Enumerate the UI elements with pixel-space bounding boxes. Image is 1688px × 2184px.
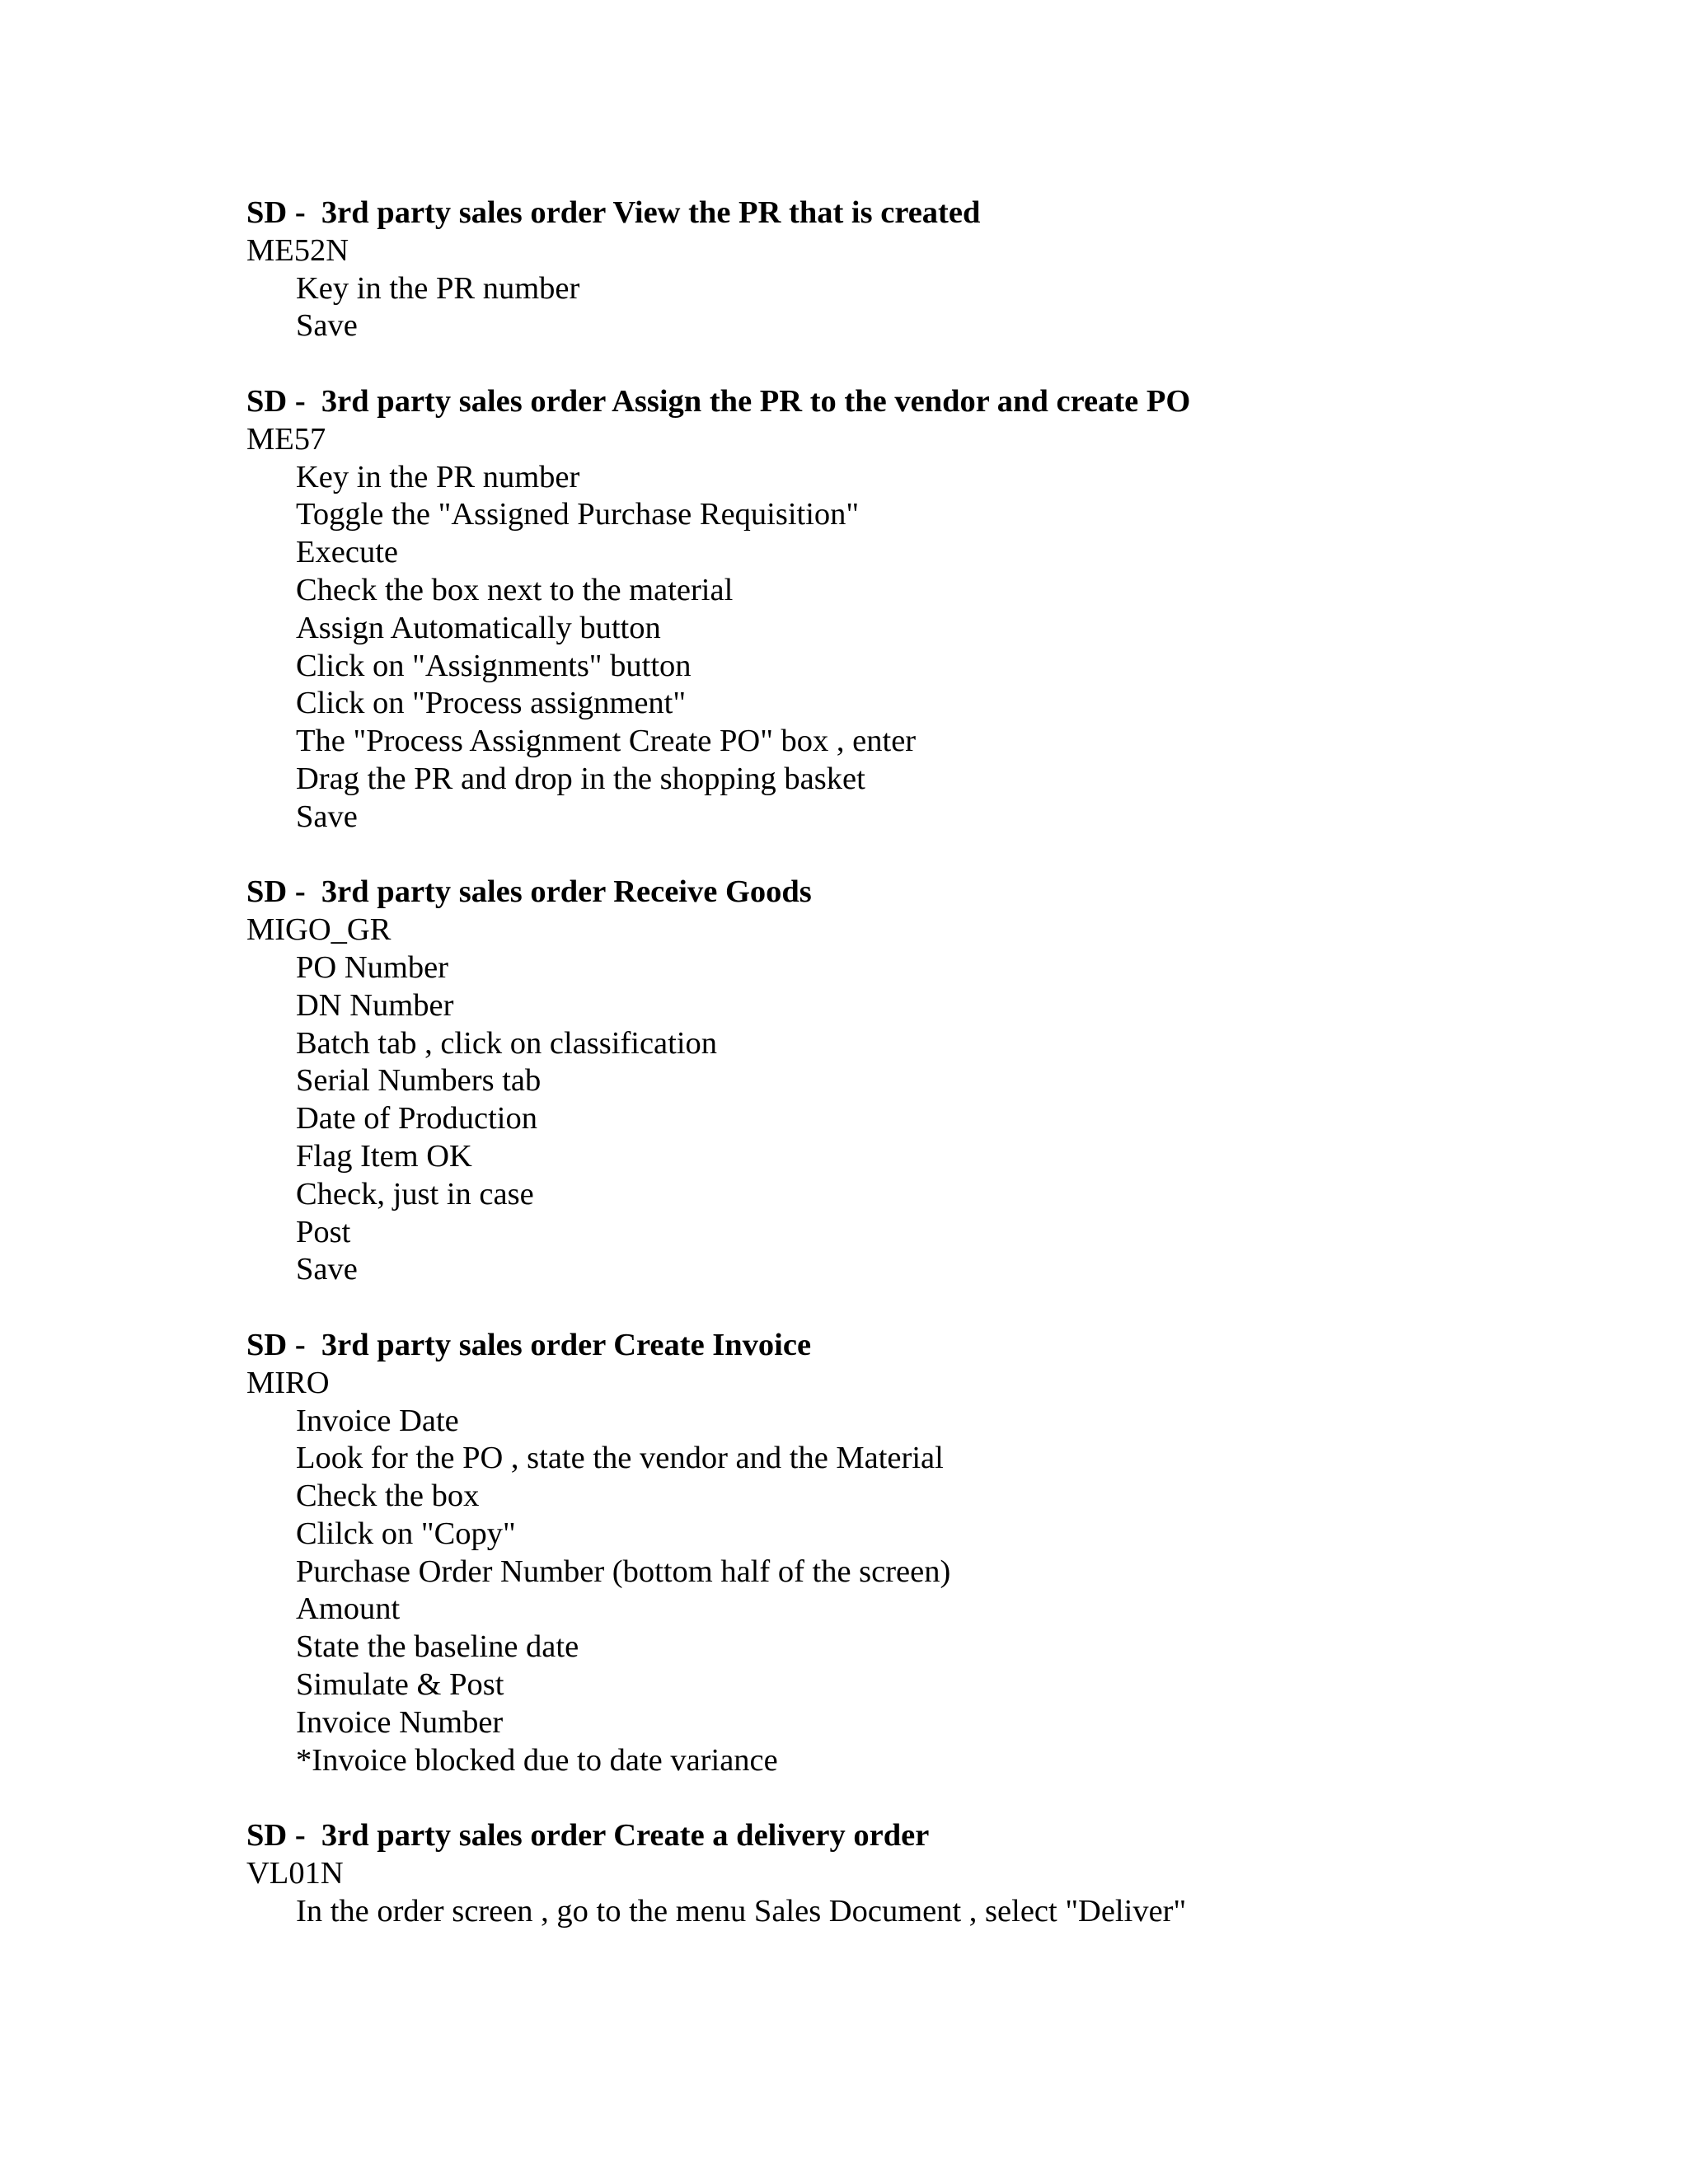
step-item: Clilck on "Copy" — [296, 1516, 516, 1551]
step-item: DN Number — [296, 987, 454, 1023]
step-item: Key in the PR number — [296, 270, 580, 306]
section-spacer — [246, 345, 1606, 383]
step-item: In the order screen , go to the menu Sales Document , select "Deliver" — [296, 1893, 1187, 1929]
step-item: Check the box — [296, 1479, 480, 1514]
step-item: Invoice Number — [296, 1704, 504, 1740]
step-item: PO Number — [296, 949, 448, 985]
step-item: *Invoice blocked due to date variance — [296, 1742, 778, 1778]
section-heading: SD - 3rd party sales order Create a delivery order — [246, 1818, 930, 1854]
step-item: The "Process Assignment Create PO" box , enter — [296, 724, 917, 759]
transaction-code: ME52N — [246, 232, 349, 268]
step-item: Drag the PR and drop in the shopping basket — [296, 761, 865, 796]
step-item: Flag Item OK — [296, 1138, 472, 1174]
step-item: Execute — [296, 535, 398, 570]
step-item: Click on "Process assignment" — [296, 686, 687, 721]
step-item: Click on "Assignments" button — [296, 648, 692, 683]
section-create-delivery — [246, 1817, 1606, 1930]
step-item: Batch tab , click on classification — [296, 1025, 718, 1061]
step-item: Simulate & Post — [296, 1667, 504, 1703]
step-item: Toggle the "Assigned Purchase Requisition" — [296, 497, 860, 532]
section-receive-goods — [246, 874, 1606, 1289]
step-item: Purchase Order Number (bottom half of the screen) — [296, 1554, 951, 1589]
step-item: Amount — [296, 1591, 401, 1627]
step-item: State the baseline date — [296, 1629, 579, 1665]
step-item: Save — [296, 308, 358, 344]
step-item: Invoice Date — [296, 1403, 459, 1438]
step-item: Save — [296, 1252, 358, 1287]
section-spacer — [246, 1289, 1606, 1327]
step-item: Assign Automatically button — [296, 610, 661, 645]
section-view-pr — [246, 194, 1606, 345]
section-heading: SD - 3rd party sales order Receive Goods — [246, 874, 812, 910]
step-item: Check, just in case — [296, 1176, 534, 1212]
step-item: Save — [296, 799, 358, 834]
transaction-code: MIGO_GR — [246, 912, 392, 948]
step-item: Check the box next to the material — [296, 572, 734, 607]
step-item: Post — [296, 1214, 351, 1249]
section-heading: SD - 3rd party sales order Create Invoice — [246, 1327, 812, 1362]
transaction-code: VL01N — [246, 1856, 344, 1891]
step-item: Key in the PR number — [296, 459, 580, 494]
section-heading: SD - 3rd party sales order View the PR that is created — [246, 195, 981, 230]
section-spacer — [246, 1779, 1606, 1817]
section-create-invoice — [246, 1327, 1606, 1780]
step-item: Look for the PO , state the vendor and the Material — [296, 1441, 944, 1476]
transaction-code: MIRO — [246, 1365, 330, 1400]
step-item: Serial Numbers tab — [296, 1063, 542, 1099]
section-spacer — [246, 837, 1606, 874]
transaction-code: ME57 — [246, 421, 326, 457]
step-item: Date of Production — [296, 1101, 537, 1137]
section-heading: SD - 3rd party sales order Assign the PR to the vendor and create PO — [246, 383, 1191, 419]
document-content — [246, 194, 1606, 1931]
section-assign-pr — [246, 383, 1606, 837]
